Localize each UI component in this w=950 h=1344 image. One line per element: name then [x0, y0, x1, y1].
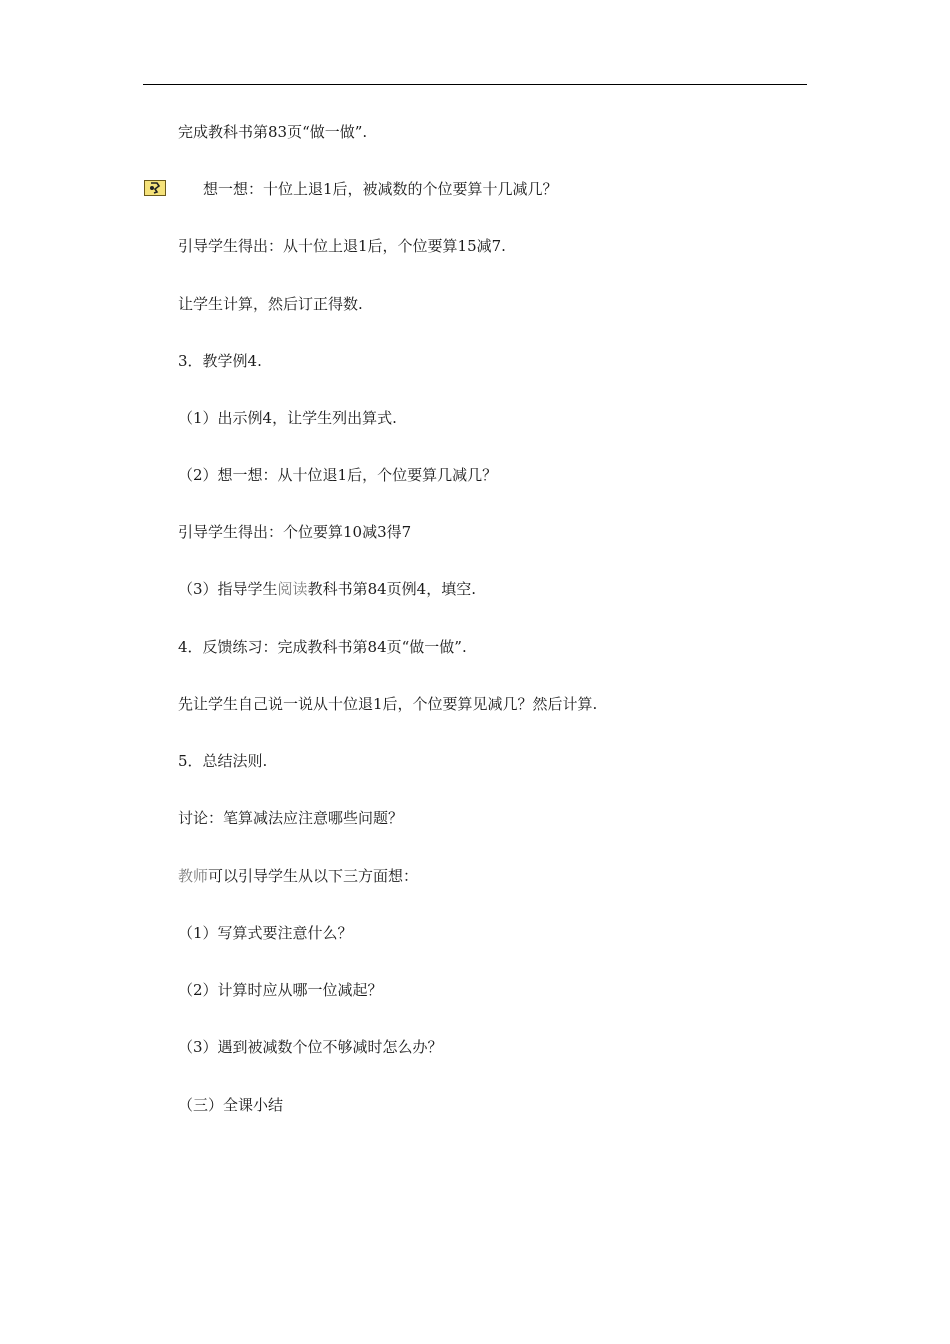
list-item-write-formula: （1）写算式要注意什么？	[178, 924, 353, 942]
header-rule	[143, 84, 807, 85]
list-item-not-enough: （3）遇到被减数个位不够减时怎么办？	[178, 1038, 443, 1056]
read-suffix: 教科书第84页例4，填空.	[307, 580, 476, 598]
teacher-link[interactable]: 教师	[178, 867, 209, 885]
section-heading-example-4: 3．教学例4.	[178, 352, 262, 370]
section-heading-class-summary: （三）全课小结	[178, 1096, 284, 1114]
paragraph-guide-10-minus-3: 引导学生得出：个位要算10减3得7	[178, 523, 412, 541]
teacher-guide-text: 可以引导学生从以下三方面想：	[208, 867, 419, 885]
read-prefix: （3）指导学生	[178, 580, 278, 598]
section-heading-feedback: 4．反馈练习：完成教科书第84页“做一做”.	[178, 638, 467, 656]
paragraph-do-exercise-83: 完成教科书第83页“做一做”.	[178, 123, 368, 141]
paragraph-say-first: 先让学生自己说一说从十位退1后，个位要算见减几？然后计算.	[178, 695, 598, 713]
paragraph-show-example-4: （1）出示例4，让学生列出算式.	[178, 409, 397, 427]
paragraph-think-ones: （2）想一想：从十位退1后，个位要算几减几？	[178, 466, 498, 484]
read-link[interactable]: 阅读	[277, 580, 308, 598]
paragraph-discussion: 讨论：笔算减法应注意哪些问题？	[178, 809, 404, 827]
paragraph-guide-15-minus-7: 引导学生得出：从十位上退1后，个位要算15减7.	[178, 237, 506, 255]
paragraph-think-tens: 想一想：十位上退1后，被减数的个位要算十几减几？	[203, 180, 558, 198]
thinking-hint-icon	[144, 180, 166, 196]
paragraph-teacher-guide	[178, 866, 418, 886]
paragraph-calculate-correct: 让学生计算，然后订正得数.	[178, 295, 363, 313]
section-heading-summary-rules: 5．总结法则.	[178, 752, 268, 770]
paragraph-read-textbook-84	[178, 579, 476, 599]
list-item-start-digit: （2）计算时应从哪一位减起？	[178, 981, 383, 999]
